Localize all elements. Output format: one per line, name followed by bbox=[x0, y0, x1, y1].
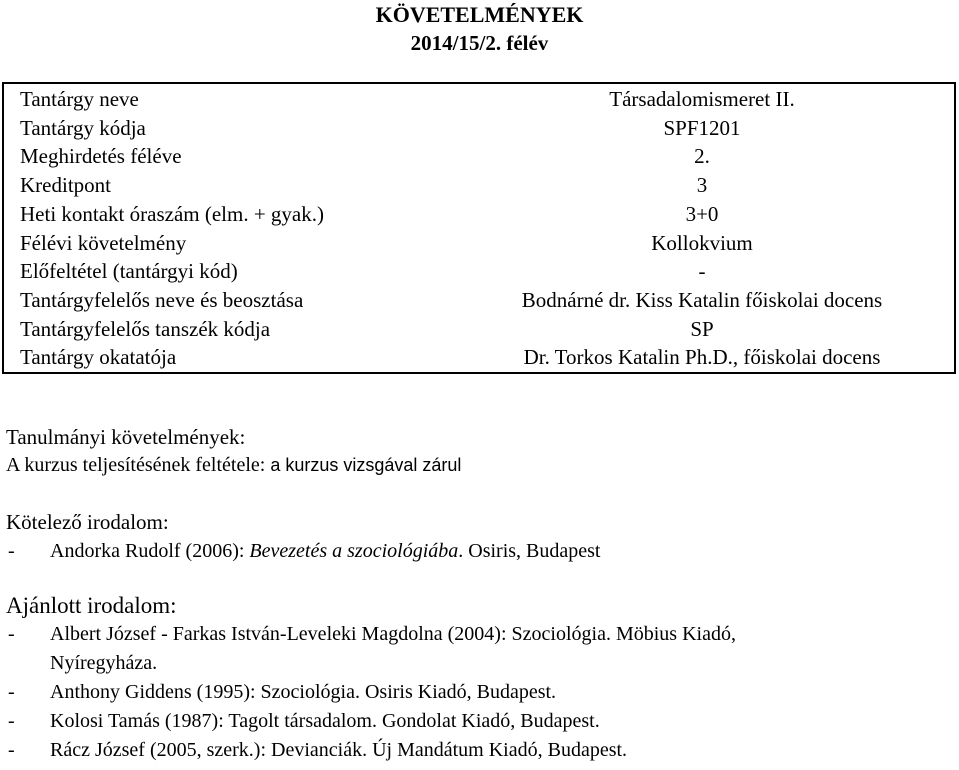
info-row-weekly-hours bbox=[4, 200, 954, 228]
info-row-course-code bbox=[4, 114, 954, 142]
info-label: Tantárgyfelelős tanszék kódja bbox=[20, 317, 271, 341]
recommended-literature-heading: Ajánlott irodalom: bbox=[6, 593, 177, 618]
info-value: Társadalomismeret II. bbox=[609, 87, 795, 111]
info-row-credits bbox=[4, 171, 954, 199]
recommended-literature-item: Anthony Giddens (1995): Szociológia. Osiris Kiadó, Budapest. bbox=[50, 681, 557, 703]
list-dash: - bbox=[8, 681, 15, 703]
info-label: Tantárgy neve bbox=[20, 87, 139, 111]
book-publisher: . Osiris, Budapest bbox=[458, 540, 601, 562]
book-title: Bevezetés a szociológiába bbox=[249, 540, 459, 562]
info-value: Kollokvium bbox=[651, 231, 753, 255]
info-value: Dr. Torkos Katalin Ph.D., főiskolai docens bbox=[523, 345, 881, 369]
list-dash: - bbox=[8, 710, 15, 732]
info-row-requirement bbox=[4, 229, 954, 257]
recommended-literature-item-continuation: Nyíregyháza. bbox=[50, 652, 158, 674]
mandatory-literature-heading: Kötelező irodalom: bbox=[6, 510, 169, 534]
info-value: Bodnárné dr. Kiss Katalin főiskolai docens bbox=[521, 288, 883, 312]
list-dash: - bbox=[8, 623, 15, 645]
condition-value: a kurzus vizsgával zárul bbox=[270, 455, 462, 475]
info-value: SP bbox=[690, 317, 714, 341]
semester-subtitle: 2014/15/2. félév bbox=[410, 31, 549, 55]
info-label: Tantárgy kódja bbox=[20, 116, 146, 140]
info-row-course-name bbox=[4, 85, 954, 113]
info-value: 3+0 bbox=[685, 202, 719, 226]
list-dash: - bbox=[8, 739, 15, 761]
recommended-literature-item: Rácz József (2005, szerk.): Devianciák. Új Mandátum Kiadó, Budapest. bbox=[50, 739, 628, 761]
mandatory-literature-item bbox=[50, 537, 600, 565]
info-value: 3 bbox=[696, 173, 708, 197]
info-value: 2. bbox=[694, 144, 710, 168]
info-row-prerequisite bbox=[4, 257, 954, 285]
info-label: Kreditpont bbox=[20, 173, 111, 197]
info-value: - bbox=[698, 259, 706, 283]
info-label: Heti kontakt óraszám (elm. + gyak.) bbox=[20, 202, 324, 226]
info-value: SPF1201 bbox=[663, 116, 741, 140]
info-row-department bbox=[4, 315, 954, 343]
completion-condition bbox=[6, 451, 461, 479]
info-row-responsible bbox=[4, 286, 954, 314]
book-author: Andorka Rudolf (2006): bbox=[50, 540, 250, 562]
study-requirements-heading: Tanulmányi követelmények: bbox=[6, 425, 246, 449]
document-title: KÖVETELMÉNYEK bbox=[375, 2, 584, 27]
info-label: Félévi követelmény bbox=[20, 231, 187, 255]
info-label: Tantárgy okatatója bbox=[20, 345, 177, 369]
course-info-table bbox=[2, 82, 956, 374]
recommended-literature-item: Kolosi Tamás (1987): Tagolt társadalom. Gondolat Kiadó, Budapest. bbox=[50, 710, 600, 732]
info-label: Meghirdetés féléve bbox=[20, 144, 182, 168]
condition-prefix: A kurzus teljesítésének feltétele: bbox=[6, 454, 271, 476]
info-row-semester bbox=[4, 142, 954, 170]
info-row-instructor bbox=[4, 343, 954, 371]
recommended-literature-item: Albert József - Farkas István-Leveleki Magdolna (2004): Szociológia. Möbius Kiadó, bbox=[50, 623, 736, 645]
info-label: Tantárgyfelelős neve és beosztása bbox=[20, 288, 304, 312]
info-label: Előfeltétel (tantárgyi kód) bbox=[20, 259, 238, 283]
list-dash: - bbox=[8, 540, 15, 562]
